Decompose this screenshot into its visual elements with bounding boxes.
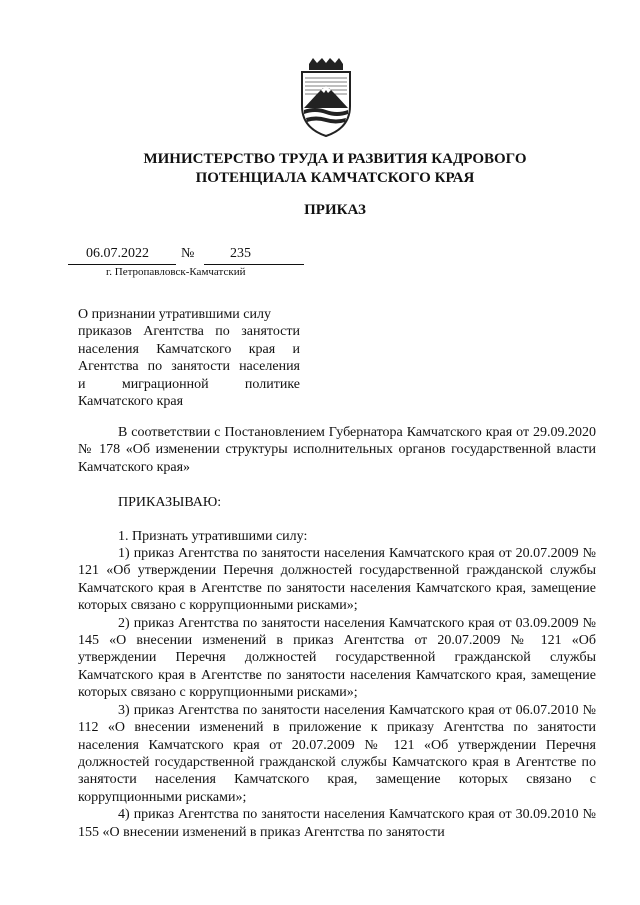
order-body bbox=[78, 424, 596, 841]
subject-line: и миграционной политике bbox=[78, 376, 300, 392]
ministry-name-line1: МИНИСТЕРСТВО ТРУДА И РАЗВИТИЯ КАДРОВОГО bbox=[143, 151, 527, 167]
subject-line: Агентства по занятости населения bbox=[78, 359, 300, 375]
preamble-paragraph: В соответствии с Постановлением Губернатора Камчатского края от 29.09.2020 № 178 «Об изменении структуры исполнительных органов государственной власти Камчатского края» bbox=[78, 425, 596, 475]
order-subject bbox=[78, 306, 300, 410]
date-underline bbox=[68, 264, 176, 265]
sub-item-1: 1) приказ Агентства по занятости населения Камчатского края от 20.07.2009 № 121 «Об утверждении Перечня должностей государственной гражданской службы Камчатского края в Агентстве по занятости населения Камчатского края, замещение которых связано с коррупционными рисками»; bbox=[78, 546, 596, 614]
number-underline bbox=[204, 264, 304, 265]
sub-item-2: 2) приказ Агентства по занятости населения Камчатского края от 03.09.2009 № 145 «О внесении изменений в приказ Агентства от 20.07.2009 № 121 «Об утверждении Перечня должностей государственной гражданской службы Камчатского края в Агентстве по занятости населения Камчатского края, замещение которых связано с коррупционными рисками»; bbox=[78, 615, 596, 701]
sub-item-3: 3) приказ Агентства по занятости населения Камчатского края от 06.07.2010 № 112 «О внесении изменений в приложение к приказу Агентства по занятости населения Камчатского края от 20.07.2009 № 121 «Об утверждении Перечня должностей государственной гражданской службы Камчатского края в Агентстве по занятости населения Камчатского края, замещение которых связано с коррупционными рисками»; bbox=[78, 702, 596, 805]
city-name: г. Петропавловск-Камчатский bbox=[106, 266, 246, 278]
document-type-title: ПРИКАЗ bbox=[304, 202, 366, 218]
sub-item-4: 4) приказ Агентства по занятости населения Камчатского края от 30.09.2010 № 155 «О внесении изменений в приказ Агентства по занятости bbox=[78, 807, 596, 840]
ministry-name-line2: ПОТЕНЦИАЛА КАМЧАТСКОГО КРАЯ bbox=[195, 170, 475, 186]
order-date: 06.07.2022 bbox=[86, 246, 149, 261]
order-number: 235 bbox=[230, 246, 251, 261]
order-word: ПРИКАЗЫВАЮ: bbox=[118, 495, 222, 511]
subject-line: приказов Агентства по занятости bbox=[78, 324, 300, 340]
item-1: 1. Признать утратившими силу: bbox=[118, 528, 308, 544]
order-date-number-block bbox=[68, 246, 308, 286]
ministry-name bbox=[80, 150, 590, 188]
subject-line: О признании утратившими силу bbox=[78, 307, 271, 322]
number-sign: № bbox=[181, 246, 195, 261]
subject-line: населения Камчатского края и bbox=[78, 341, 300, 357]
subject-line: Камчатского края bbox=[78, 394, 184, 410]
kamchatka-coat-of-arms-emblem bbox=[295, 58, 357, 138]
